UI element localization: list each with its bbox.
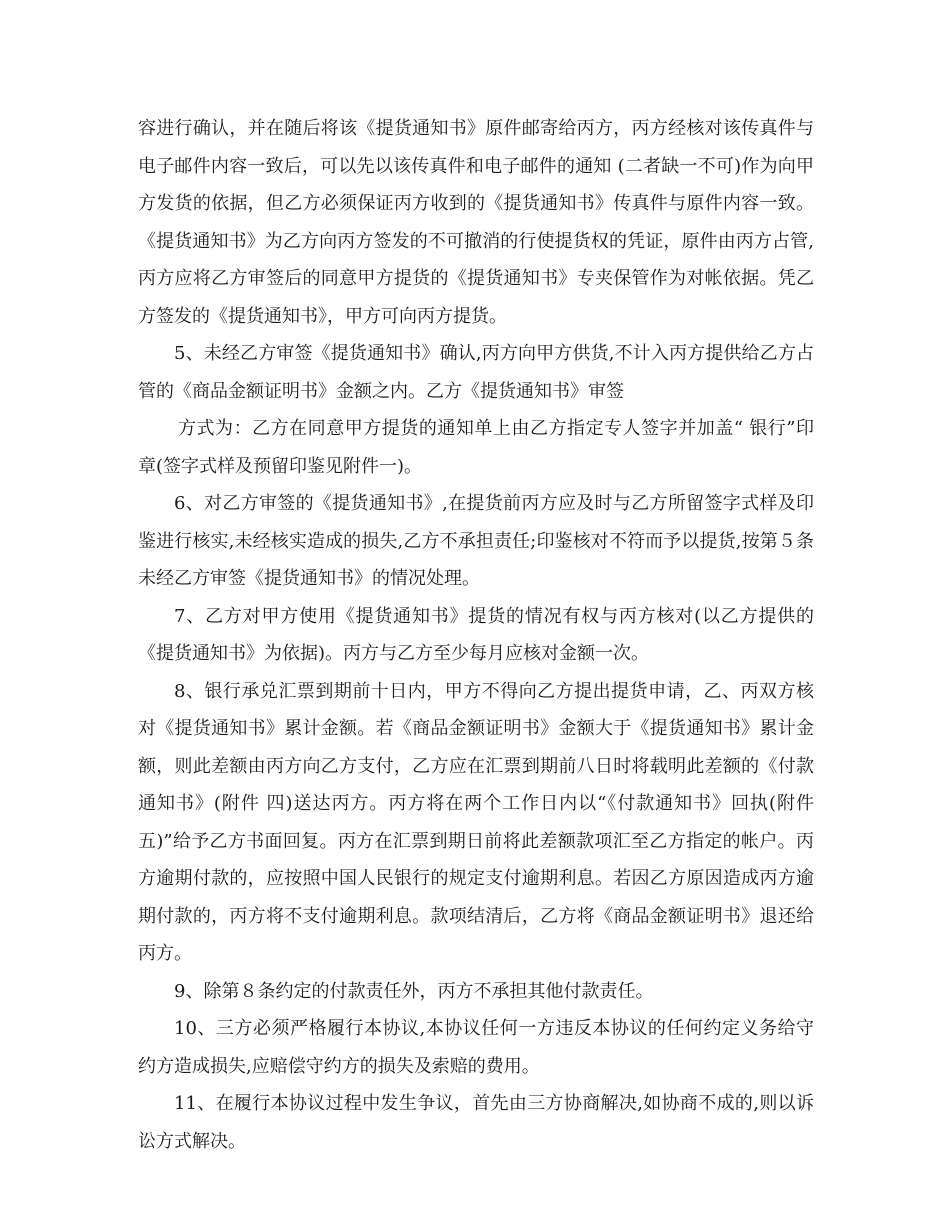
paragraph-clause-9: 9、除第８条约定的付款责任外，丙方不承担其他付款责任。 (174, 980, 654, 1002)
paragraph-clause-5: 5、未经乙方审签《提货通知书》确认,丙方向甲方供货,不计入丙方提供给乙方占管的《商品金额证明书》金额之内。乙方《提货通知书》审签 (138, 343, 814, 402)
paragraph-clause-8: 8、银行承兑汇票到期前十日内，甲方不得向乙方提出提货申请，乙、丙双方核对《提货通知书》累计金额。若《商品金额证明书》金额大于《提货通知书》累计金额，则此差额由丙方向乙方支付，乙方应在汇票到期前八日时将载明此差额的《付款通知书》(附件 四)送达丙方。丙方将在两个工作日内以“《付款通知书》回执(附件五)”给予乙方书面回复。丙方在汇票到期日前将此差额款项汇至乙方指定的帐户。丙方逾期付款的，应按照中国人民银行的规定支付逾期利息。若因乙方原因造成丙方逾期付款的，丙方将不支付逾期利息。款项结清后，乙方将《商品金额证明书》退还给丙方。 (138, 680, 814, 964)
paragraph-continuation: 容进行确认，并在随后将该《提货通知书》原件邮寄给丙方，丙方经核对该传真件与电子邮件内容一致后，可以先以该传真件和电子邮件的通知 (二者缺一不可)作为向甲方发货的依据，但乙方必须保证丙方收到的《提货通知书》传真件与原件内容一致。《提货通知书》为乙方向丙方签发的不可撤消的行使提货权的凭证，原件由丙方占管,丙方应将乙方审签后的同意甲方提货的《提货通知书》专夹保管作为对帐依据。凭乙方签发的《提货通知书》，甲方可向丙方提货。 (138, 118, 814, 327)
paragraph-clause-7: 7、乙方对甲方使用《提货通知书》提货的情况有权与丙方核对(以乙方提供的《提货通知书》为依据)。丙方与乙方至少每月应核对金额一次。 (138, 605, 814, 664)
paragraph-clause-6: 6、对乙方审签的《提货通知书》,在提货前丙方应及时与乙方所留签字式样及印鉴进行核实,未经核实造成的损失,乙方不承担责任;印鉴核对不符而予以提货,按第５条未经乙方审签《提货通知书》的情况处理。 (138, 493, 814, 589)
paragraph-clause-10: 10、三方必须严格履行本协议,本协议任何一方违反本协议的任何约定义务给守约方造成损失,应赔偿守约方的损失及索赔的费用。 (138, 1018, 814, 1077)
paragraph-clause-11: 11、在履行本协议过程中发生争议，首先由三方协商解决,如协商不成的,则以诉讼方式解决。 (138, 1093, 814, 1152)
paragraph-clause-5-method: 方式为：乙方在同意甲方提货的通知单上由乙方指定专人签字并加盖“ 银行”印章(签字式样及预留印鉴见附件一)。 (138, 418, 814, 477)
document-page (138, 110, 814, 1160)
